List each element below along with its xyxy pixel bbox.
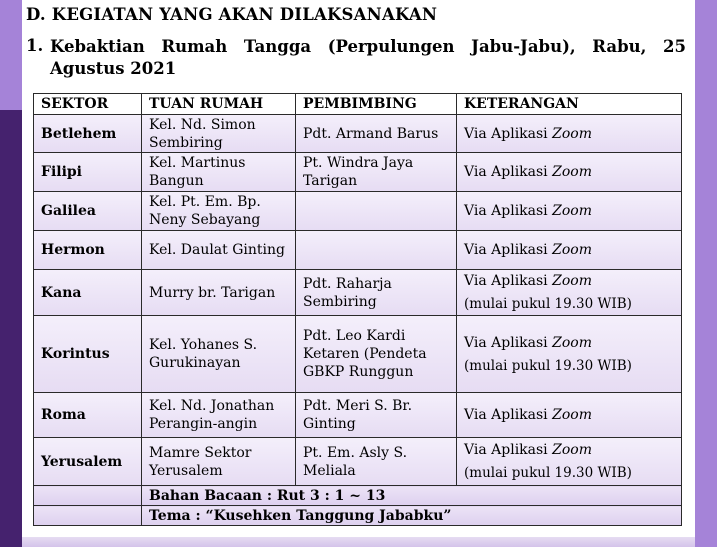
schedule-table — [33, 93, 682, 526]
theme-row — [34, 506, 682, 526]
cell-pembimbing: Pdt. Leo Kardi Ketaren (Pendeta GBKP Runggun — [296, 316, 457, 393]
cell-keterangan — [457, 270, 682, 316]
bottom-accent-band — [22, 537, 695, 547]
keterangan-prefix: Via Aplikasi — [464, 125, 553, 142]
cell-keterangan — [457, 153, 682, 192]
cell-keterangan — [457, 438, 682, 486]
cell-keterangan — [457, 115, 682, 153]
table-row — [34, 115, 682, 153]
table-row — [34, 231, 682, 270]
section-title: D. KEGIATAN YANG AKAN DILAKSANAKAN — [26, 5, 438, 24]
keterangan-app: Zoom — [552, 407, 592, 423]
cell-pembimbing — [296, 231, 457, 270]
header-tuan-rumah: TUAN RUMAH — [142, 94, 296, 115]
bahan-bacaan: Bahan Bacaan : Rut 3 : 1 ~ 13 — [142, 486, 682, 506]
keterangan-prefix: Via Aplikasi — [464, 203, 553, 219]
table-row — [34, 316, 682, 393]
cell-keterangan — [457, 393, 682, 438]
keterangan-prefix: Via Aplikasi — [464, 334, 553, 351]
cell-sektor: Hermon — [34, 231, 142, 270]
keterangan-prefix: Via Aplikasi — [464, 273, 553, 289]
left-accent-band-top — [0, 0, 22, 110]
keterangan-app: Zoom — [552, 334, 592, 351]
keterangan-app: Zoom — [552, 442, 592, 458]
cell-pembimbing: Pdt. Raharja Sembiring — [296, 270, 457, 316]
keterangan-note: (mulai pukul 19.30 WIB) — [464, 465, 632, 481]
item-text: Kebaktian Rumah Tangga (Perpulungen Jabu-Jabu), Rabu, 25 Agustus 2021 — [50, 37, 686, 78]
keterangan-app: Zoom — [552, 203, 592, 219]
keterangan-prefix: Via Aplikasi — [464, 407, 553, 423]
keterangan-app: Zoom — [552, 273, 592, 289]
cell-sektor: Betlehem — [34, 115, 142, 153]
item-number: 1. — [26, 36, 44, 55]
cell-pembimbing: Pdt. Armand Barus — [296, 115, 457, 153]
table-row — [34, 192, 682, 231]
cell-keterangan — [457, 316, 682, 393]
cell-sektor: Kana — [34, 270, 142, 316]
document-page — [22, 0, 695, 537]
cell-sektor: Galilea — [34, 192, 142, 231]
cell-sektor: Yerusalem — [34, 438, 142, 486]
cell-pembimbing — [296, 192, 457, 231]
cell-pembimbing: Pt. Em. Asly S. Meliala — [296, 438, 457, 486]
cell-tuan-rumah: Kel. Nd. Jonathan Perangin-angin — [142, 393, 296, 438]
cell-tuan-rumah: Kel. Nd. Simon Sembiring — [142, 115, 296, 153]
cell-tuan-rumah: Kel. Martinus Bangun — [142, 153, 296, 192]
keterangan-note: (mulai pukul 19.30 WIB) — [464, 296, 632, 312]
cell-sektor: Filipi — [34, 153, 142, 192]
keterangan-prefix: Via Aplikasi — [464, 164, 553, 180]
cell-tuan-rumah: Kel. Daulat Ginting — [142, 231, 296, 270]
cell-tuan-rumah: Kel. Pt. Em. Bp. Neny Sebayang — [142, 192, 296, 231]
table-row — [34, 270, 682, 316]
reading-row — [34, 486, 682, 506]
keterangan-app: Zoom — [552, 242, 592, 258]
header-sektor: SEKTOR — [34, 94, 142, 115]
table-row — [34, 153, 682, 192]
left-accent-band-bottom — [0, 110, 22, 547]
cell-sektor: Roma — [34, 393, 142, 438]
keterangan-app: Zoom — [552, 164, 592, 180]
tema: Tema : “Kusehken Tanggung Jababku” — [142, 506, 682, 526]
keterangan-app: Zoom — [552, 125, 592, 142]
keterangan-prefix: Via Aplikasi — [464, 442, 553, 458]
cell-keterangan — [457, 192, 682, 231]
keterangan-prefix: Via Aplikasi — [464, 242, 553, 258]
header-pembimbing: PEMBIMBING — [296, 94, 457, 115]
keterangan-note: (mulai pukul 19.30 WIB) — [464, 357, 632, 374]
table-header-row — [34, 94, 682, 115]
cell-keterangan — [457, 231, 682, 270]
table-row — [34, 393, 682, 438]
header-keterangan: KETERANGAN — [457, 94, 682, 115]
cell-pembimbing: Pdt. Meri S. Br. Ginting — [296, 393, 457, 438]
cell-pembimbing: Pt. Windra Jaya Tarigan — [296, 153, 457, 192]
cell-sektor: Korintus — [34, 316, 142, 393]
cell-tuan-rumah: Kel. Yohanes S. Gurukinayan — [142, 316, 296, 393]
right-accent-band — [695, 0, 717, 547]
cell-tuan-rumah: Mamre Sektor Yerusalem — [142, 438, 296, 486]
table-row — [34, 438, 682, 486]
cell-tuan-rumah: Murry br. Tarigan — [142, 270, 296, 316]
